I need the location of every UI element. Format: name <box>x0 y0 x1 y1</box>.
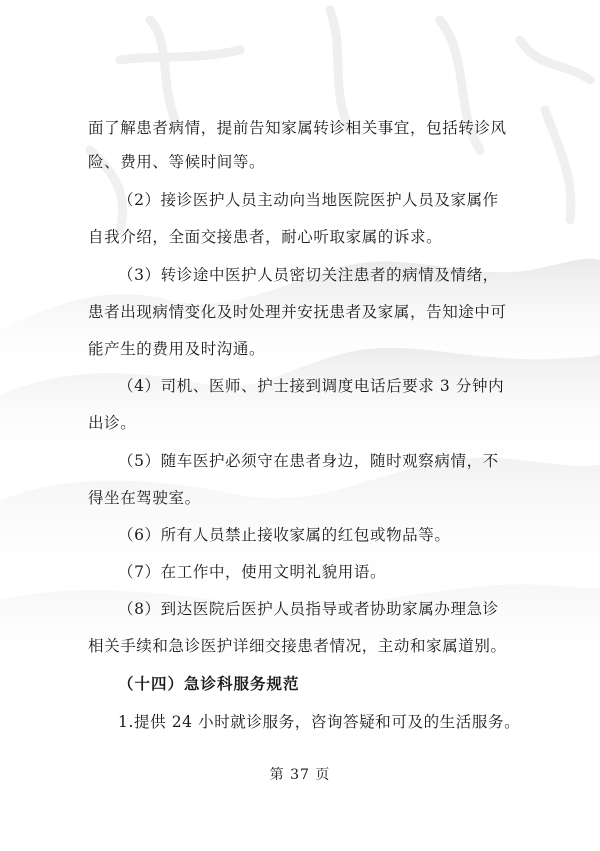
text-line: 得坐在驾驶室。 <box>88 489 201 507</box>
text-line: （7）在工作中，使用文明礼貌用语。 <box>118 563 387 581</box>
text-line: 面了解患者病情，提前告知家属转诊相关事宜，包括转诊风 <box>88 119 507 137</box>
text-line: 1.提供 24 小时就诊服务，咨询答疑和可及的生活服务。 <box>118 713 521 731</box>
text-line: 出诊。 <box>88 414 137 432</box>
text-line: 能产生的费用及时沟通。 <box>88 340 266 358</box>
text-line: （3）转诊途中医护人员密切关注患者的病情及情绪， <box>118 266 499 284</box>
text-line: （6）所有人员禁止接收家属的红包或物品等。 <box>118 526 451 544</box>
text-line: （4）司机、医师、护士接到调度电话后要求 3 分钟内 <box>118 377 505 395</box>
text-line: （5）随车医护必须守在患者身边，随时观察病情，不 <box>118 452 499 470</box>
text-line: （8）到达医院后医护人员指导或者协助家属办理急诊 <box>118 600 499 618</box>
section-heading: （十四）急诊科服务规范 <box>118 674 300 693</box>
text-line: 患者出现病情变化及时处理并安抚患者及家属，告知途中可 <box>88 303 507 321</box>
text-line: 险、费用、等候时间等。 <box>88 153 266 171</box>
text-line: 相关手续和急诊医护详细交接患者情况，主动和家属道别。 <box>88 637 507 655</box>
text-line: （2）接诊医护人员主动向当地医院医护人员及家属作 <box>118 191 499 209</box>
text-line: 自我介绍，全面交接患者，耐心听取家属的诉求。 <box>88 228 443 246</box>
page-number: 第 37 页 <box>269 767 331 783</box>
